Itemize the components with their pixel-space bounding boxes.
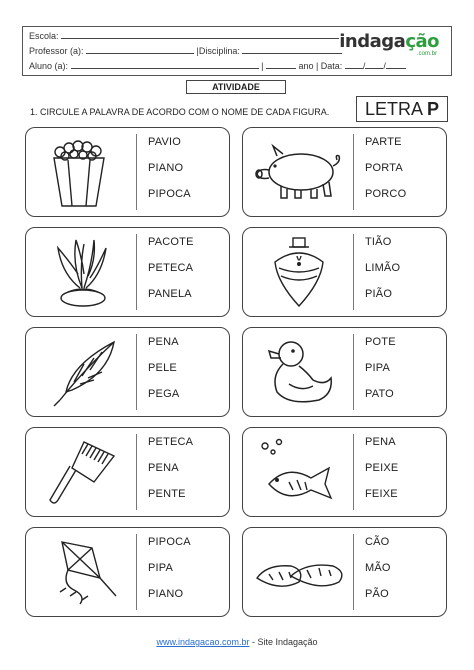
card-divider: [353, 134, 354, 210]
word-option[interactable]: PIPOCA: [148, 536, 191, 548]
comb-icon: [32, 434, 132, 510]
word-option[interactable]: PIANO: [148, 588, 184, 600]
instruction-text: 1. CIRCULE A PALAVRA DE ACORDO COM O NOME DE CADA FIGURA.: [30, 107, 330, 117]
word-card: [242, 527, 447, 617]
pig-icon: [249, 134, 349, 210]
card-divider: [353, 234, 354, 310]
site-link[interactable]: www.indagacao.com.br: [156, 637, 250, 647]
word-option[interactable]: PETECA: [148, 262, 194, 274]
date-year-field[interactable]: [386, 60, 406, 69]
word-option[interactable]: PAVIO: [148, 136, 181, 148]
date-day-field[interactable]: [345, 60, 363, 69]
word-option[interactable]: FEIXE: [365, 488, 398, 500]
card-divider: [136, 234, 137, 310]
bread-icon: [249, 534, 349, 610]
card-divider: [136, 434, 137, 510]
popcorn-icon: [32, 134, 132, 210]
activity-title: ATIVIDADE: [186, 80, 286, 94]
date-month-field[interactable]: [365, 60, 383, 69]
word-option[interactable]: PANELA: [148, 288, 192, 300]
logo-sub: .com.br: [416, 51, 437, 57]
word-card: [25, 127, 230, 217]
word-option[interactable]: PARTE: [365, 136, 402, 148]
word-option[interactable]: PORTA: [365, 162, 403, 174]
word-card: [242, 127, 447, 217]
teacher-line: [29, 45, 342, 56]
card-divider: [353, 334, 354, 410]
footer-text: - Site Indagação: [249, 637, 318, 647]
header-box: [22, 26, 452, 76]
student-label: Aluno (a):: [29, 61, 69, 71]
word-option[interactable]: PIÃO: [365, 288, 393, 300]
teacher-field[interactable]: [86, 45, 194, 54]
school-label: Escola:: [29, 31, 59, 41]
word-option[interactable]: PORCO: [365, 188, 407, 200]
word-card: [242, 327, 447, 417]
word-option[interactable]: PÃO: [365, 588, 389, 600]
student-field[interactable]: [71, 60, 259, 69]
word-option[interactable]: PIPA: [148, 562, 174, 574]
peteca-icon: [32, 234, 132, 310]
letter-label: LETRA: [364, 99, 422, 119]
word-card: [25, 527, 230, 617]
word-option[interactable]: PATO: [365, 388, 394, 400]
word-option[interactable]: PENA: [148, 462, 179, 474]
card-divider: [136, 334, 137, 410]
word-option[interactable]: PIANO: [148, 162, 184, 174]
indagacao-logo: indagação: [339, 31, 439, 52]
word-option[interactable]: PENTE: [148, 488, 186, 500]
word-option[interactable]: TIÃO: [365, 236, 392, 248]
word-option[interactable]: PIPOCA: [148, 188, 191, 200]
fish-icon: [249, 434, 349, 510]
year-label: ano | Data:: [298, 61, 343, 71]
word-option[interactable]: PENA: [365, 436, 396, 448]
subject-field[interactable]: [242, 45, 342, 54]
letter-box: [356, 96, 448, 122]
word-card: [25, 327, 230, 417]
letter-value: P: [427, 99, 440, 119]
card-divider: [136, 534, 137, 610]
word-option[interactable]: MÃO: [365, 562, 391, 574]
word-option[interactable]: PELE: [148, 362, 177, 374]
footer: [0, 637, 474, 647]
student-line: Aluno (a): | ano | Data: / /: [29, 60, 406, 71]
year-field[interactable]: [266, 60, 296, 69]
school-line: [29, 30, 339, 41]
teacher-label: Professor (a):: [29, 46, 84, 56]
word-option[interactable]: POTE: [365, 336, 396, 348]
feather-icon: [32, 334, 132, 410]
duck-icon: [249, 334, 349, 410]
word-option[interactable]: PETECA: [148, 436, 194, 448]
kite-icon: [32, 534, 132, 610]
word-option[interactable]: LIMÃO: [365, 262, 401, 274]
word-card: [242, 427, 447, 517]
school-field[interactable]: [61, 30, 339, 39]
word-option[interactable]: CÃO: [365, 536, 390, 548]
word-option[interactable]: PENA: [148, 336, 179, 348]
word-option[interactable]: PACOTE: [148, 236, 194, 248]
word-option[interactable]: PEGA: [148, 388, 180, 400]
subject-label: |Disciplina:: [196, 46, 240, 56]
word-card: [25, 227, 230, 317]
word-option[interactable]: PIPA: [365, 362, 391, 374]
card-divider: [353, 434, 354, 510]
card-divider: [353, 534, 354, 610]
word-option[interactable]: PEIXE: [365, 462, 399, 474]
word-card: [25, 427, 230, 517]
spinning-top-icon: [249, 234, 349, 310]
card-divider: [136, 134, 137, 210]
word-card: [242, 227, 447, 317]
